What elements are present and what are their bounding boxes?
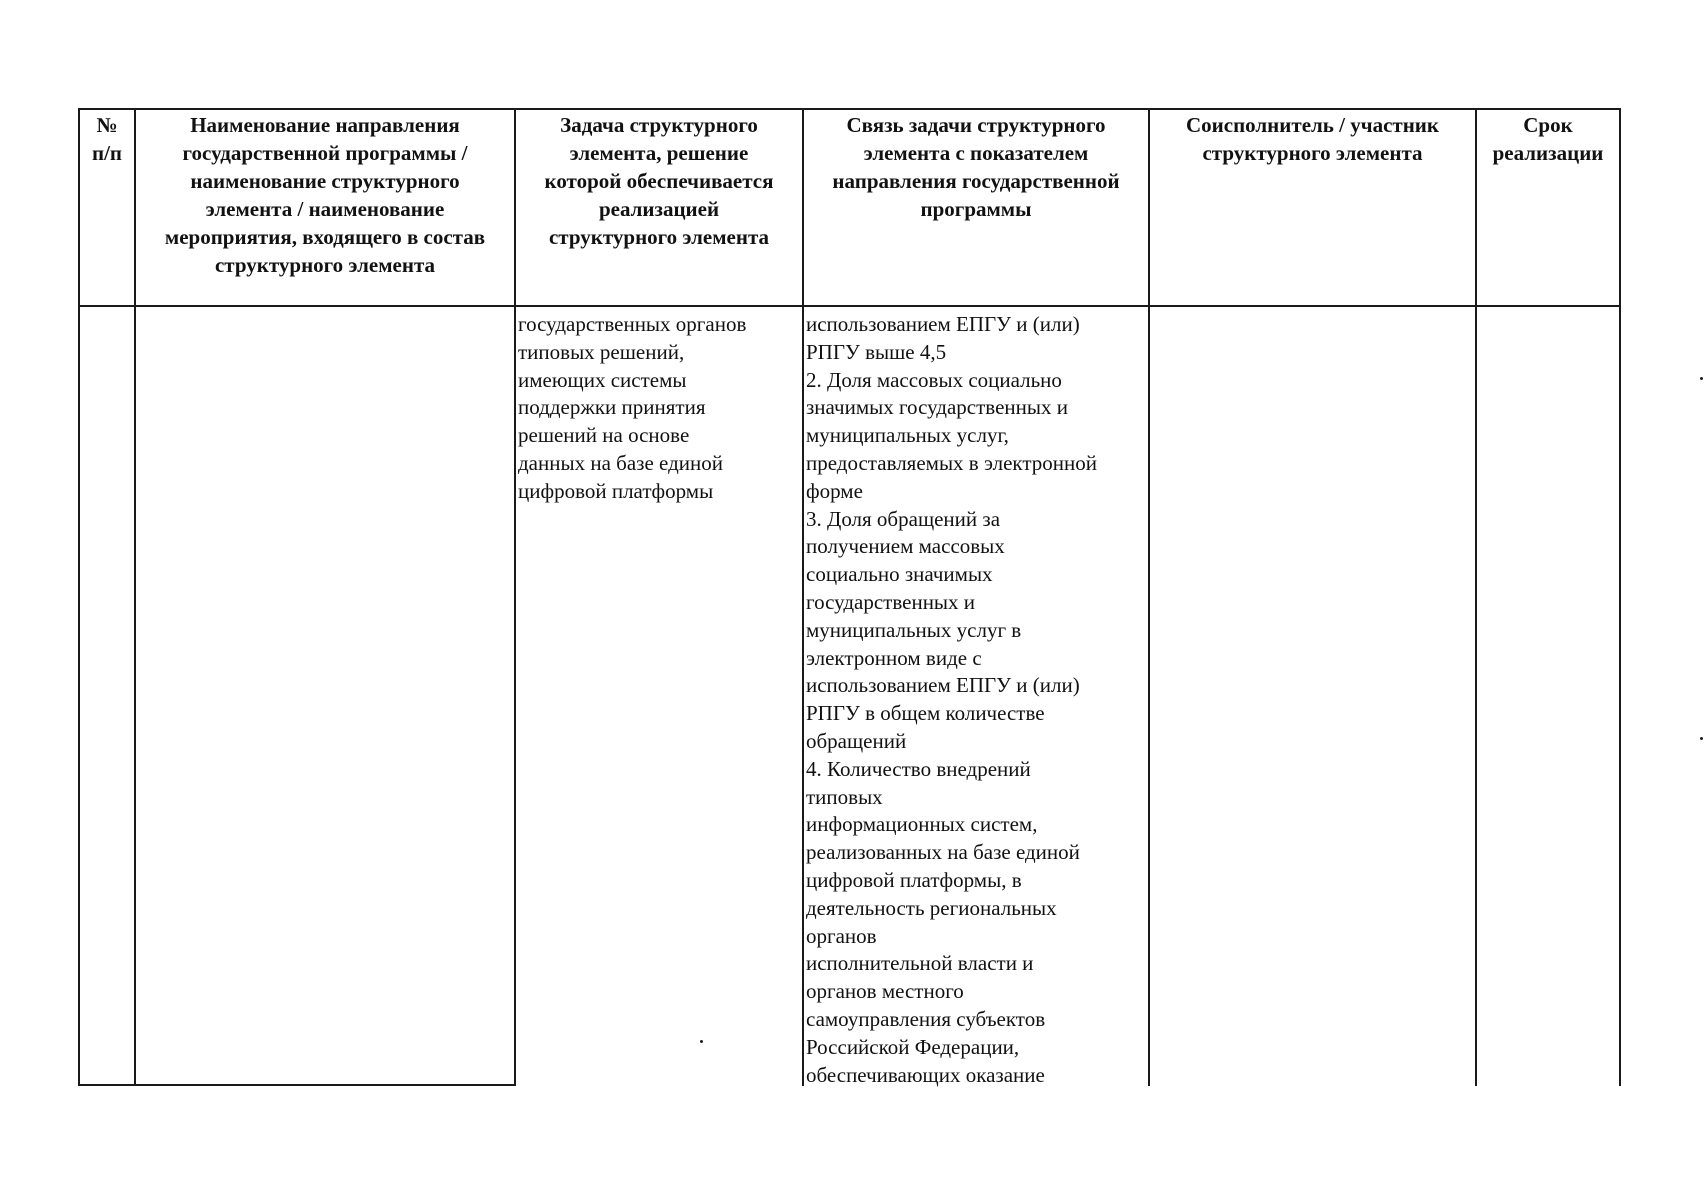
row-task: государственных органов типовых решений, имеющих системы поддержки принятия решений на основе данных на базе единой цифровой платформы [518, 312, 747, 503]
col-border-2 [514, 108, 516, 1086]
col-border-6 [1619, 108, 1621, 1086]
header-term: Срок реализации [1492, 113, 1604, 165]
scan-speck [1700, 377, 1703, 380]
scan-speck [1700, 737, 1703, 740]
col-border-5 [1475, 108, 1477, 1086]
header-name: Наименование направления государственной программы / наименование структурного элемента / наименование мероприятия, входящего в состав структурного элемента [164, 113, 486, 277]
row-link: использованием ЕПГУ и (или) РПГУ выше 4,5 2. Доля массовых социально значимых государственных и муниципальных услуг, предоставляемых в электронной форме 3. Доля обращений за получением массовых социально значимых государственных и муниципальных услуг в электронном виде с использованием ЕПГУ и (или) РПГУ в общем количестве обращений 4. Количество внедрений типовых информационных систем, реализованных на базе единой цифровой платформы, в деятельность региональных органов исполнительной власти и органов местного самоуправления субъектов Российской Федерации, обеспечивающих оказание [806, 312, 1097, 1087]
col-border-4 [1148, 108, 1150, 1086]
table-top-border [78, 108, 1621, 110]
header-task: Задача структурного элемента, решение которой обеспечивается реализацией структурного элемента [544, 113, 774, 249]
header-bottom-border [78, 305, 1621, 307]
header-num: № п/п [91, 113, 123, 165]
col-border-0 [78, 108, 80, 1086]
col-border-3 [802, 108, 804, 1086]
scan-speck [700, 1040, 703, 1043]
table-bottom-border-left [78, 1084, 515, 1086]
header-coexecutor: Соисполнитель / участник структурного элемента [1185, 113, 1440, 165]
header-link: Связь задачи структурного элемента с показателем направления государственной программы [832, 113, 1120, 221]
